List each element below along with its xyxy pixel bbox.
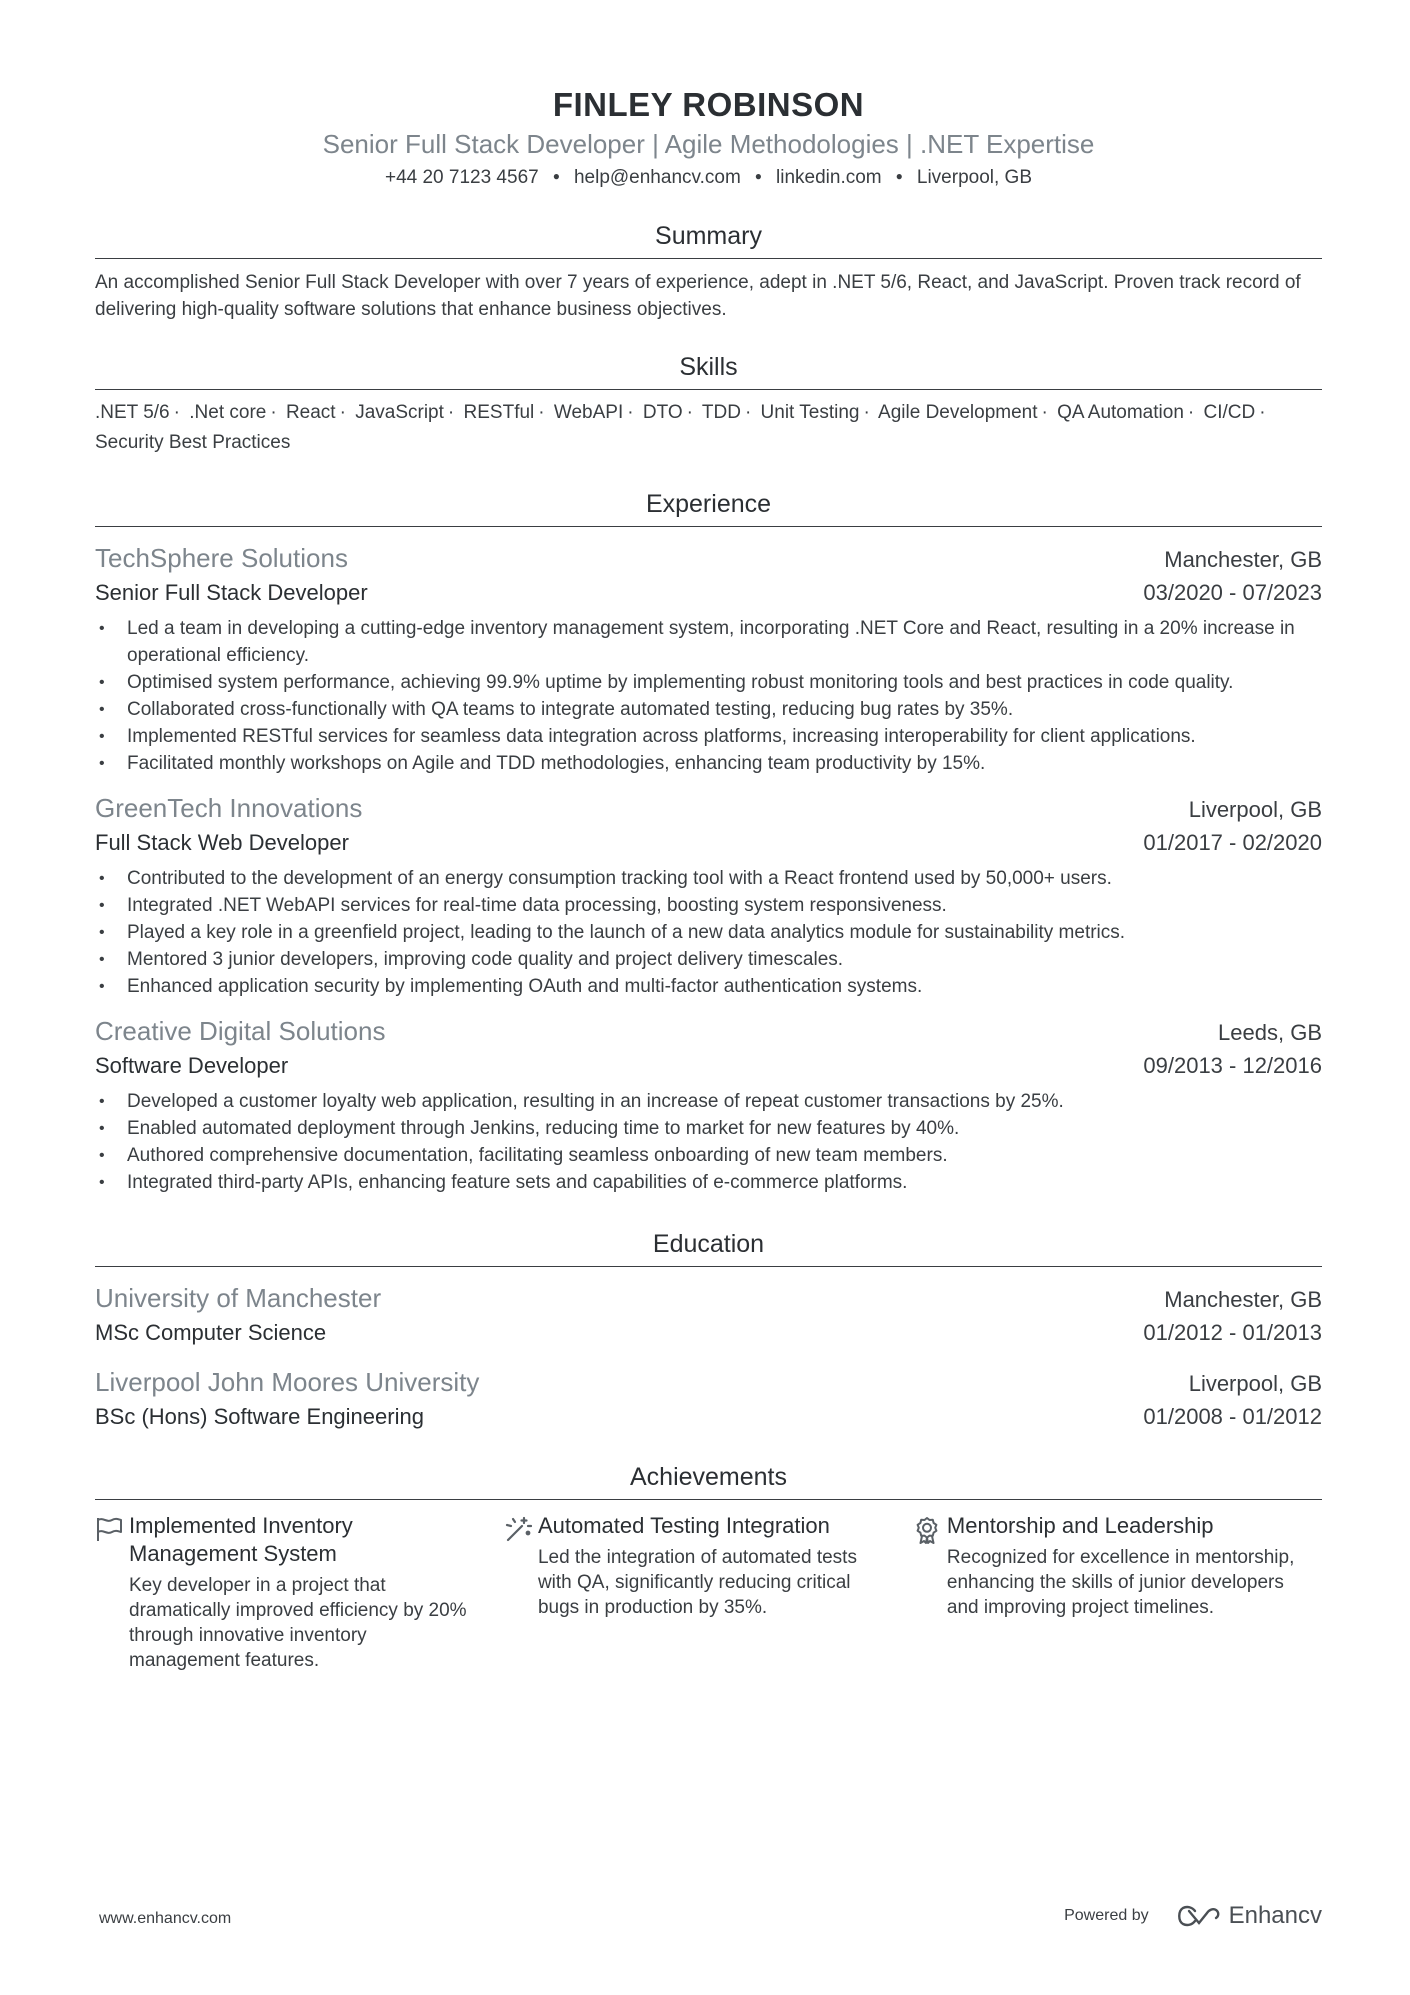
skill-item: Agile Development [878, 402, 1038, 424]
job-bullets [95, 1088, 1322, 1196]
resume-header [95, 84, 1322, 192]
list-item: • Mentored 3 junior developers, improving code quality and project delivery timescales. [95, 946, 1322, 973]
skill-item: CI/CD [1203, 402, 1256, 424]
contact-email[interactable]: help@enhancv.com [573, 167, 741, 189]
section-title-achievements: Achievements [95, 1459, 1322, 1500]
skill-separator: · [1041, 402, 1048, 424]
school-location: Manchester, GB [1164, 1287, 1322, 1313]
enhancv-logo-icon [1175, 1904, 1221, 1928]
job-dates: 01/2017 - 02/2020 [1143, 830, 1322, 856]
skill-separator: · [447, 402, 455, 424]
list-item: • Developed a customer loyalty web application, resulting in an increase of repeat customer transactions by 25%. [95, 1088, 1322, 1115]
contact-linkedin[interactable]: linkedin.com [776, 167, 882, 189]
skill-item: TDD [701, 402, 741, 424]
job-bullets [95, 615, 1322, 777]
skill-item: Security Best Practices [95, 432, 291, 454]
footer-branding [1064, 1902, 1322, 1930]
skills-section [95, 349, 1322, 458]
list-item: • Enabled automated deployment through Jenkins, reducing time to market for new features by 40%. [95, 1115, 1322, 1142]
skill-item: RESTful [463, 402, 535, 424]
education-section [95, 1226, 1322, 1433]
skill-item: JavaScript [355, 402, 444, 424]
experience-entry [95, 541, 1322, 777]
brand-logo[interactable] [1175, 1902, 1322, 1930]
section-title-skills: Skills [95, 349, 1322, 390]
skill-item: .Net core [189, 402, 267, 424]
skill-separator: · [339, 402, 346, 424]
powered-by-label: Powered by [1064, 1907, 1149, 1924]
job-location: Manchester, GB [1164, 547, 1322, 573]
skill-separator: · [627, 402, 634, 424]
skill-separator: · [1259, 402, 1266, 424]
achievement-description: Key developer in a project that dramatically improved efficiency by 20% through innovative inventory management features. [129, 1575, 467, 1672]
contact-location: Liverpool, GB [916, 167, 1033, 189]
list-item: • Facilitated monthly workshops on Agile and TDD methodologies, enhancing team productivity by 15%. [95, 750, 1322, 777]
job-title: Full Stack Web Developer [95, 830, 349, 856]
section-title-summary: Summary [95, 218, 1322, 259]
section-title-experience: Experience [95, 486, 1322, 527]
degree-name: MSc Computer Science [95, 1320, 327, 1346]
list-item: • Played a key role in a greenfield project, leading to the launch of a new data analytics module for sustainability metrics. [95, 919, 1322, 946]
school-name: Liverpool John Moores University [95, 1367, 480, 1398]
footer-website-link[interactable]: www.enhancv.com [99, 1910, 232, 1927]
education-dates: 01/2008 - 01/2012 [1143, 1404, 1322, 1430]
experience-section [95, 486, 1322, 1196]
summary-text: An accomplished Senior Full Stack Developer with over 7 years of experience, adept in .NET 5/6, React, and JavaScript. Proven track record of delivering high-quality software solutions that enhance business objectives. [95, 272, 1301, 321]
experience-entry [95, 1014, 1322, 1196]
bullet-separator: ● [895, 169, 903, 183]
list-item: • Optimised system performance, achieving 99.9% uptime by implementing robust monitoring tools and best practices in code quality. [95, 669, 1322, 696]
company-name: GreenTech Innovations [95, 793, 363, 824]
experience-entry [95, 791, 1322, 1000]
list-item: • Led a team in developing a cutting-edge inventory management system, incorporating .NET Core and React, resulting in a 20% increase in operational efficiency. [95, 615, 1322, 669]
company-name: Creative Digital Solutions [95, 1016, 386, 1047]
achievement-description: Recognized for excellence in mentorship, enhancing the skills of junior developers and improving project timelines. [946, 1547, 1295, 1619]
job-dates: 09/2013 - 12/2016 [1143, 1053, 1322, 1079]
achievement-title: Implemented Inventory Management System [129, 1513, 353, 1567]
award-icon [913, 1512, 947, 1673]
achievement-item [95, 1512, 504, 1673]
job-dates: 03/2020 - 07/2023 [1143, 580, 1322, 606]
contact-line [95, 164, 1322, 192]
education-dates: 01/2012 - 01/2013 [1143, 1320, 1322, 1346]
resume-page [95, 80, 1322, 1673]
skill-separator: · [744, 402, 752, 424]
list-item: • Contributed to the development of an energy consumption tracking tool with a React frontend used by 50,000+ users. [95, 865, 1322, 892]
job-location: Leeds, GB [1218, 1020, 1322, 1046]
skill-separator: · [686, 402, 693, 424]
skills-list [95, 398, 1322, 458]
achievement-description: Led the integration of automated tests with QA, significantly reducing critical bugs in production by 35%. [537, 1547, 857, 1619]
job-title: Software Developer [95, 1053, 289, 1079]
company-name: TechSphere Solutions [95, 543, 348, 574]
candidate-name: FINLEY ROBINSON [552, 86, 865, 123]
job-title: Senior Full Stack Developer [95, 580, 368, 606]
achievement-item [913, 1512, 1322, 1673]
achievement-title: Automated Testing Integration [537, 1513, 830, 1539]
magic-wand-icon [504, 1512, 538, 1673]
education-entry [95, 1365, 1322, 1433]
degree-name: BSc (Hons) Software Engineering [95, 1404, 424, 1430]
skill-separator: · [1187, 402, 1195, 424]
list-item: • Integrated third-party APIs, enhancing feature sets and capabilities of e-commerce platforms. [95, 1169, 1322, 1196]
skill-separator: · [538, 402, 545, 424]
job-bullets [95, 865, 1322, 1000]
skill-item: React [285, 402, 336, 424]
skill-separator: · [270, 402, 277, 424]
bullet-separator: ● [552, 169, 560, 183]
skill-item: QA Automation [1057, 402, 1184, 424]
achievement-title: Mentorship and Leadership [946, 1513, 1214, 1539]
list-item: • Enhanced application security by implementing OAuth and multi-factor authentication systems. [95, 973, 1322, 1000]
list-item: • Authored comprehensive documentation, facilitating seamless onboarding of new team members. [95, 1142, 1322, 1169]
skill-separator: · [863, 402, 870, 424]
flag-icon [95, 1512, 129, 1673]
contact-phone: +44 20 7123 4567 [384, 167, 539, 189]
bullet-separator: ● [754, 169, 763, 183]
list-item: • Collaborated cross-functionally with QA teams to integrate automated testing, reducing bug rates by 35%. [95, 696, 1322, 723]
achievement-item [504, 1512, 913, 1673]
section-title-education: Education [95, 1226, 1322, 1267]
education-entry [95, 1281, 1322, 1349]
job-location: Liverpool, GB [1188, 797, 1322, 823]
achievements-grid [95, 1512, 1322, 1673]
skill-item: Unit Testing [760, 402, 860, 424]
skill-item: DTO [642, 402, 683, 424]
skill-item: WebAPI [553, 402, 624, 424]
brand-name: Enhancv [1228, 1902, 1322, 1929]
summary-section [95, 218, 1322, 323]
achievements-section [95, 1459, 1322, 1673]
skill-item: .NET 5/6 [95, 402, 170, 424]
list-item: • Integrated .NET WebAPI services for real-time data processing, boosting system responsiveness. [95, 892, 1322, 919]
school-name: University of Manchester [95, 1283, 382, 1314]
candidate-headline: Senior Full Stack Developer | Agile Methodologies | .NET Expertise [322, 129, 1095, 159]
list-item: • Implemented RESTful services for seamless data integration across platforms, increasing interoperability for client applications. [95, 723, 1322, 750]
skill-separator: · [173, 402, 180, 424]
school-location: Liverpool, GB [1188, 1371, 1322, 1397]
